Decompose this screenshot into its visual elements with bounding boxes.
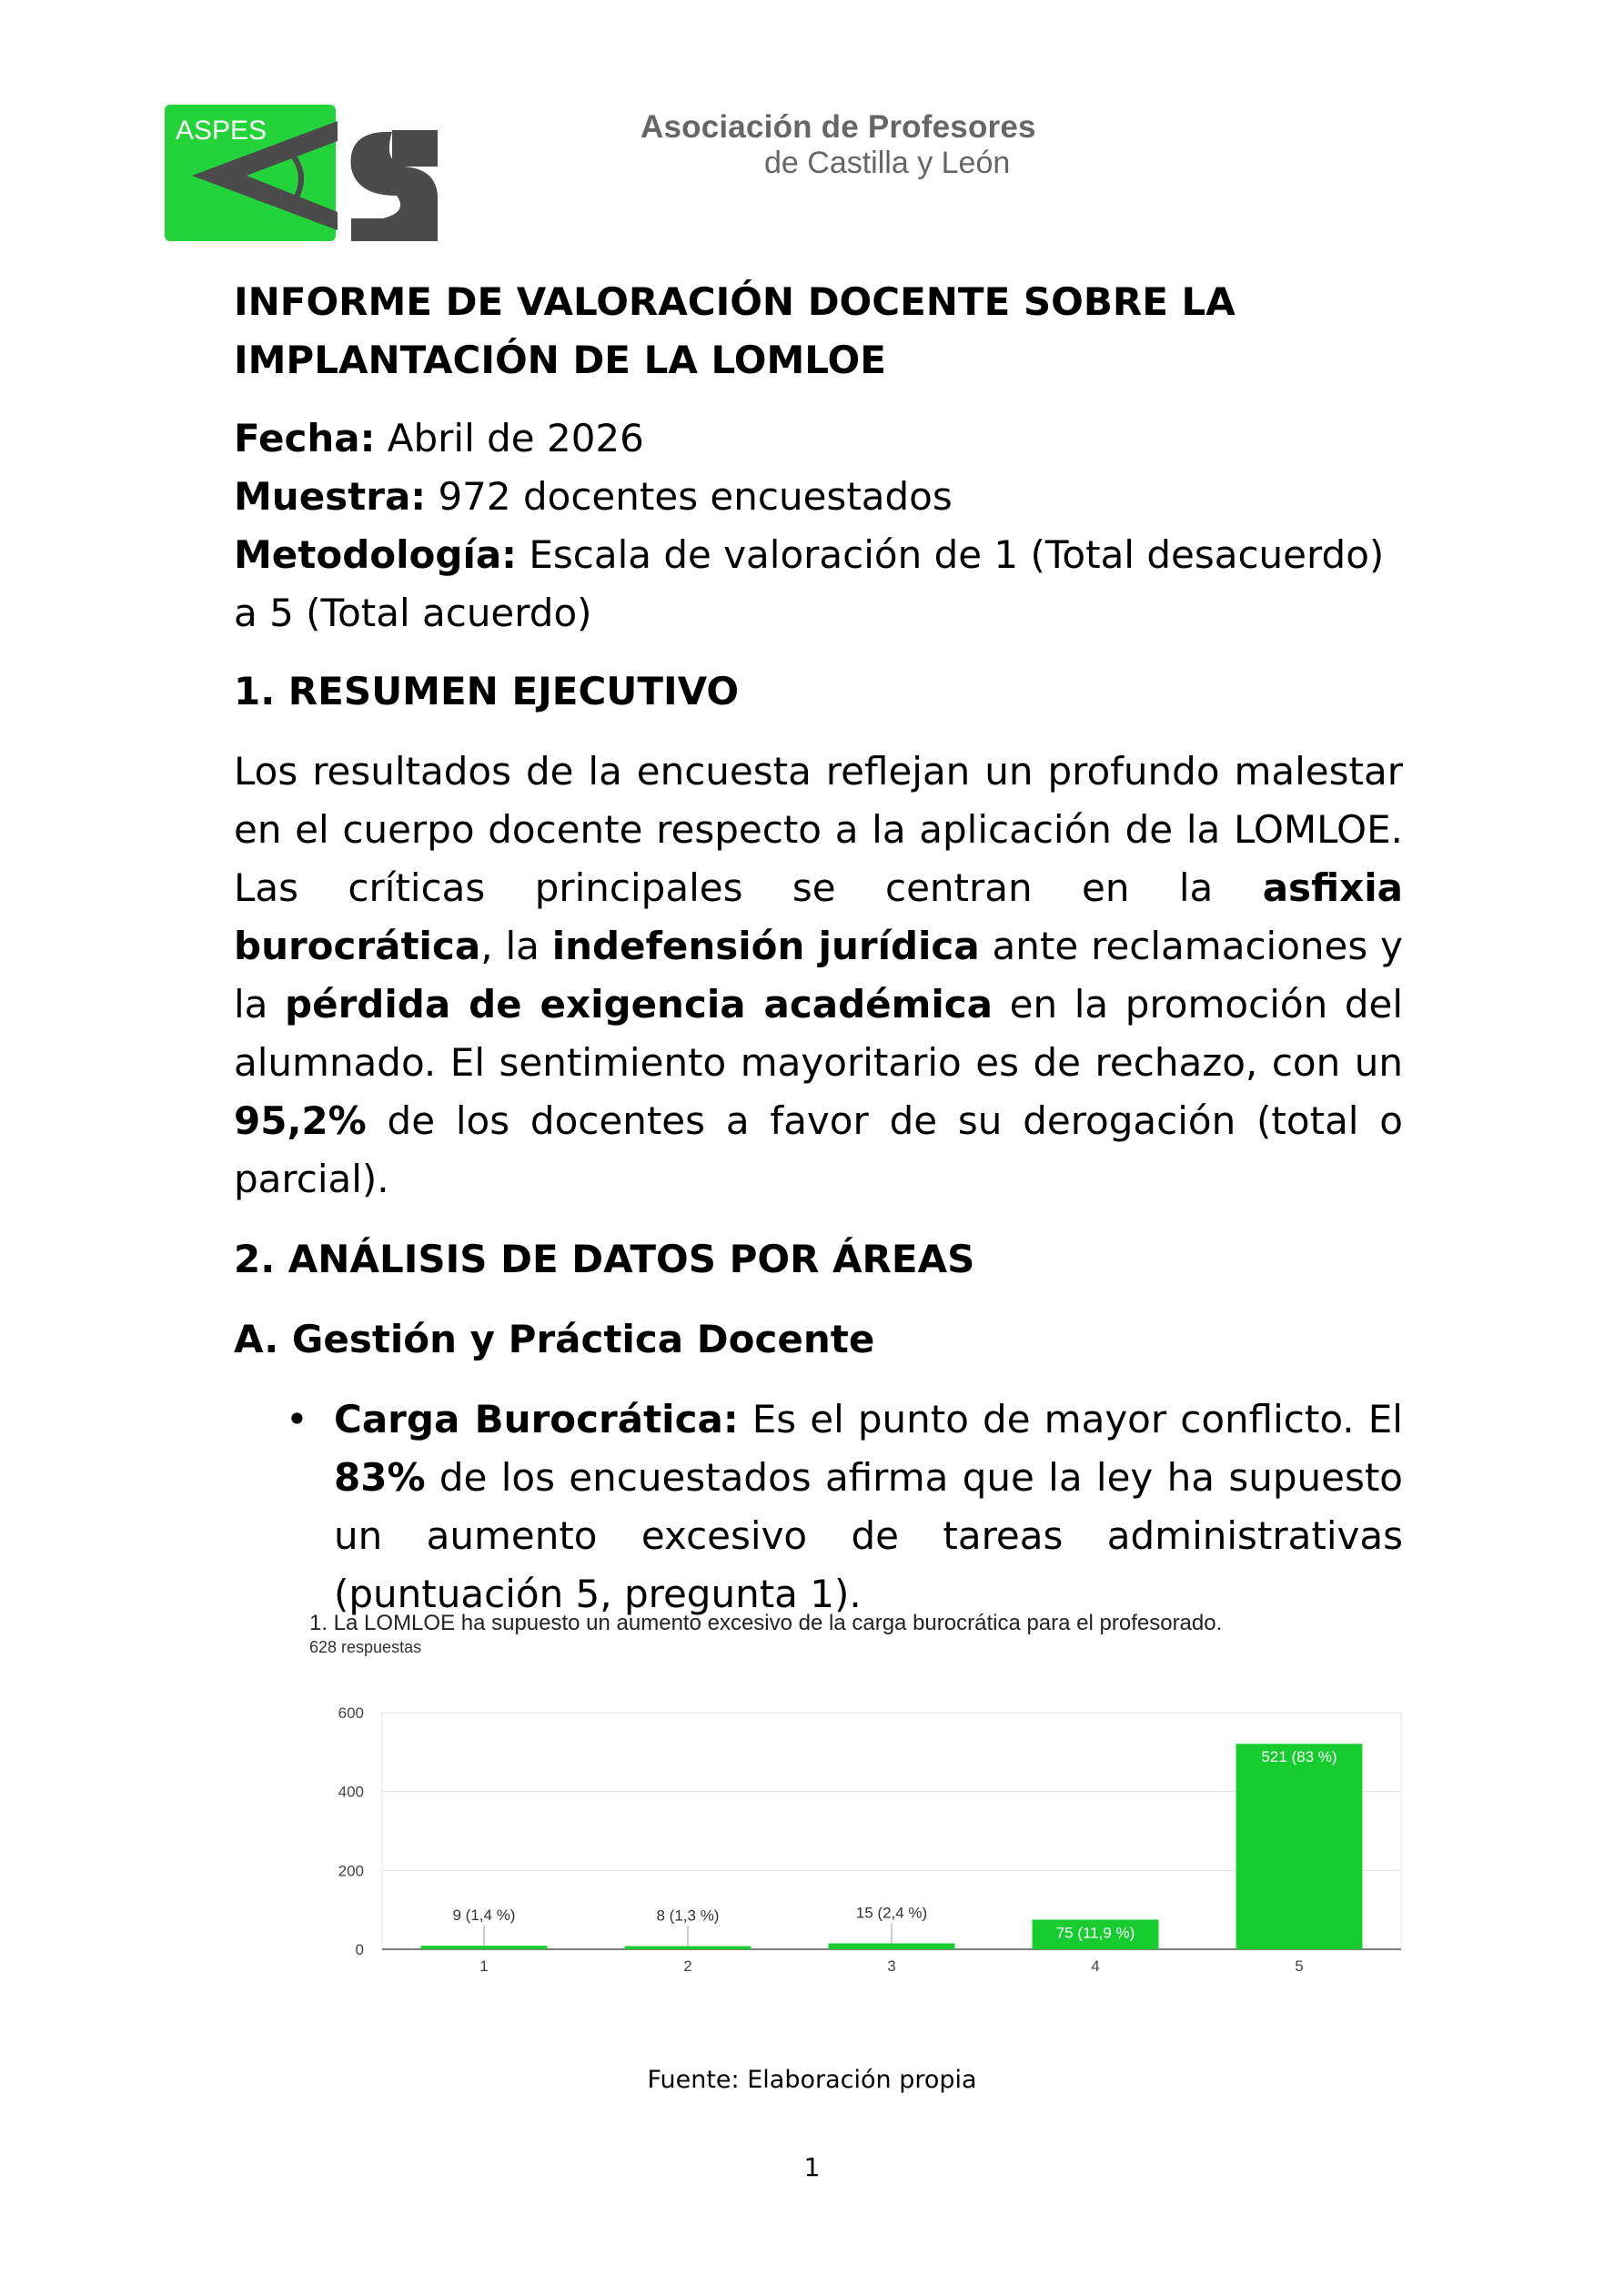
- x-tick-label: 5: [1295, 1957, 1304, 1975]
- section-heading-summary: 1. RESUMEN EJECUTIVO: [234, 669, 740, 713]
- summary-text: de los docentes a favor de su derogación (total o parcial).: [234, 1098, 1403, 1201]
- report-body: [234, 273, 1403, 1623]
- bar: [421, 1946, 548, 1949]
- data-label: 15 (2,4 %): [855, 1904, 928, 1922]
- x-tick-label: 1: [479, 1957, 489, 1975]
- meta-date-value: Abril de 2026: [375, 416, 644, 460]
- data-label: 75 (11,9 %): [1055, 1924, 1135, 1942]
- x-tick-label: 2: [683, 1957, 692, 1975]
- list-item: [234, 1391, 1403, 1623]
- meta-methodology-label: Metodología:: [234, 532, 517, 577]
- summary-emphasis: 95,2%: [234, 1098, 367, 1143]
- report-metadata: [234, 410, 1403, 642]
- y-tick-label: 400: [338, 1783, 364, 1801]
- subsection-heading-management: A. Gestión y Práctica Docente: [234, 1317, 875, 1361]
- findings-list: [234, 1391, 1403, 1623]
- y-tick-label: 0: [355, 1941, 364, 1958]
- figure-source: Fuente: Elaboración propia: [647, 2066, 977, 2094]
- summary-text: ante reclamaciones y la: [234, 924, 1403, 1027]
- bullet-emphasis: 83%: [334, 1455, 426, 1500]
- meta-sample-label: Muestra:: [234, 474, 427, 519]
- chart-canvas: [300, 1611, 1428, 1984]
- bar: [1236, 1744, 1363, 1949]
- x-tick-label: 3: [887, 1957, 896, 1975]
- report-title: INFORME DE VALORACIÓN DOCENTE SOBRE LA IMPLANTACIÓN DE LA LOMLOE: [234, 279, 1236, 382]
- meta-sample: [234, 468, 1403, 526]
- bullet-label: Carga Burocrática:: [334, 1397, 739, 1441]
- org-name-line1: Asociación de Profesores: [641, 109, 1036, 145]
- bullet-text: de los encuestados afirma que la ley ha supuesto un aumento excesivo de tareas administrativas (puntuación 5, pregunta 1).: [334, 1455, 1403, 1616]
- summary-text: , la: [480, 924, 552, 968]
- summary-emphasis: asfixia burocrática: [234, 865, 1403, 968]
- meta-methodology-value: Escala de valoración de 1 (Total desacuerdo) a 5 (Total acuerdo): [234, 532, 1385, 635]
- meta-date-label: Fecha:: [234, 416, 376, 460]
- data-label: 521 (83 %): [1261, 1748, 1337, 1766]
- summary-emphasis: indefensión jurídica: [551, 924, 980, 968]
- summary-emphasis: pérdida de exigencia académica: [285, 982, 994, 1027]
- organization-name: [641, 109, 1036, 181]
- meta-date: [234, 410, 1403, 468]
- meta-methodology: [234, 526, 1403, 642]
- summary-text: en la promoción del alumnado. El sentimiento mayoritario es de rechazo, con un: [234, 982, 1403, 1085]
- chart-title: 1. La LOMLOE ha supuesto un aumento excesivo de la carga burocrática para el profesorado.: [309, 1611, 1223, 1635]
- data-label: 9 (1,4 %): [452, 1907, 516, 1925]
- bar: [829, 1944, 955, 1950]
- bar-chart: [300, 1611, 1428, 1984]
- logo-text: ASPES: [176, 116, 267, 146]
- y-tick-label: 600: [338, 1704, 364, 1722]
- bullet-icon: •: [286, 1397, 308, 1441]
- executive-summary-paragraph: [234, 743, 1403, 1209]
- data-label: 8 (1,3 %): [656, 1907, 720, 1925]
- meta-sample-value: 972 docentes encuestados: [426, 474, 953, 519]
- org-name-line2: de Castilla y León: [764, 146, 1011, 181]
- page-number: 1: [803, 2152, 821, 2182]
- section-heading-analysis: 2. ANÁLISIS DE DATOS POR ÁREAS: [234, 1237, 975, 1281]
- bar: [625, 1947, 751, 1949]
- x-tick-label: 4: [1091, 1957, 1100, 1975]
- chart-subtitle: 628 respuestas: [309, 1638, 422, 1656]
- summary-text: Los resultados de la encuesta reflejan un profundo malestar en el cuerpo docente respecto a la aplicación de la LOMLOE. Las críticas principales se centran en la: [234, 749, 1403, 910]
- bullet-text: Es el punto de mayor conflicto. El: [738, 1397, 1403, 1441]
- y-tick-label: 200: [338, 1862, 364, 1880]
- aspes-logo: [165, 105, 444, 241]
